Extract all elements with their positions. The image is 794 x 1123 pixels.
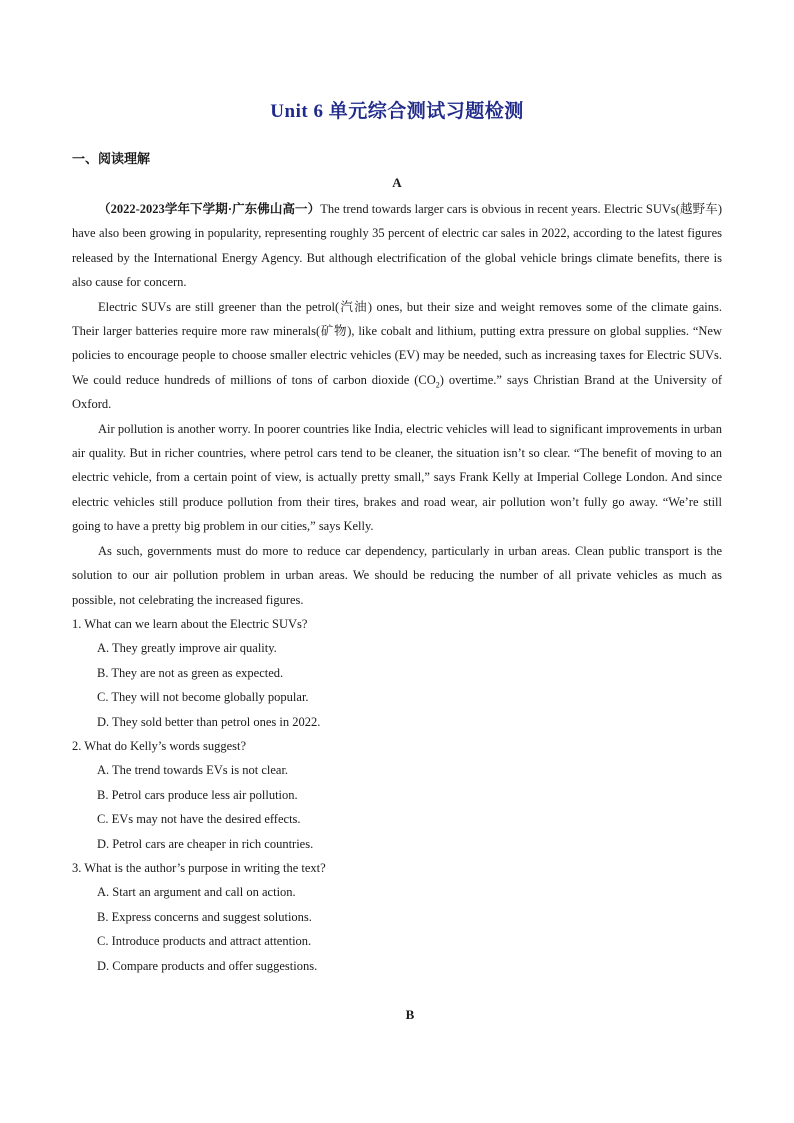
section-heading: 一、阅读理解 [72,151,151,166]
question-1-stem: 1. What can we learn about the Electric SUVs? [72,616,308,631]
question-2-option-d: D. Petrol cars are cheaper in rich countries. [97,836,314,851]
question-2-stem: 2. What do Kelly’s words suggest? [72,738,247,753]
passage-b-label: B [405,1007,415,1022]
passage-a-label: A [392,175,402,190]
page-title: Unit 6 单元综合测试习题检测 [270,101,524,122]
question-1-option-c: C. They will not become globally popular. [97,690,309,705]
question-3-stem: 3. What is the author’s purpose in writing the text? [72,860,326,875]
question-2-option-a: A. The trend towards EVs is not clear. [97,763,289,778]
question-1-option-a: A. They greatly improve air quality. [97,641,277,656]
question-3-option-d: D. Compare products and offer suggestions. [97,958,318,973]
question-1-option-d: D. They sold better than petrol ones in 2022. [97,714,321,729]
paragraph-2 [72,295,722,417]
co2-subscript: 2 [435,380,440,390]
passage-body [72,197,722,978]
paragraph-1 [72,197,722,295]
question-2-option-c: C. EVs may not have the desired effects. [97,812,301,827]
paragraph-4: As such, governments must do more to reduce car dependency, particularly in urban areas. Clean public transport is the solution to our air pollution problem in urban areas. We should be reducing the number of all private vehicles as much as possible, not celebrating the increased figures. [72,543,722,607]
paragraph-2-tail: ) overtime.” says Christian Brand at the University of Oxford. [72,372,722,412]
question-3-option-b: B. Express concerns and suggest solutions. [97,909,312,924]
question-2-option-b: B. Petrol cars produce less air pollution. [97,787,298,802]
source-note: （2022-2023学年下学期·广东佛山高一） [98,202,321,216]
question-3-option-c: C. Introduce products and attract attention. [97,934,312,949]
question-1-option-b: B. They are not as green as expected. [97,665,284,680]
paragraph-3: Air pollution is another worry. In poorer countries like India, electric vehicles will lead to significant improvements in urban air quality. But in richer countries, where petrol cars tend to be cleaner, the situation isn’t so clear. “The benefit of moving to an electric vehicle, from a certain point of view, is actually pretty small,” says Frank Kelly at Imperial College London. And since electric vehicles still produce pollution from their tires, brakes and road wear, air pollution won’t fully go away. “We’re still going to have a pretty big problem in our cities,” says Kelly. [72,421,722,534]
paragraph-1-text: The trend towards larger cars is obvious in recent years. Electric SUVs(越野车) have also been growing in popularity, representing roughly 35 percent of electric car sales in 2022, according to the latest figures released by the International Energy Agency. But although electrification of the global vehicle brings climate benefits, there is also cause for concern. [72,202,722,290]
question-3-option-a: A. Start an argument and call on action. [97,885,296,900]
paragraph-2-text: Electric SUVs are still greener than the petrol(汽油) ones, but their size and weight removes some of the climate gains. Their larger batteries require more raw minerals(矿物), like cobalt and lithium, putting extra pressure on global supplies. “New policies to encourage people to choose smaller electric vehicles (EV) may be needed, such as increasing taxes for Electric SUVs. We could reduce hundreds of millions of tons of carbon dioxide (CO [72,299,722,387]
